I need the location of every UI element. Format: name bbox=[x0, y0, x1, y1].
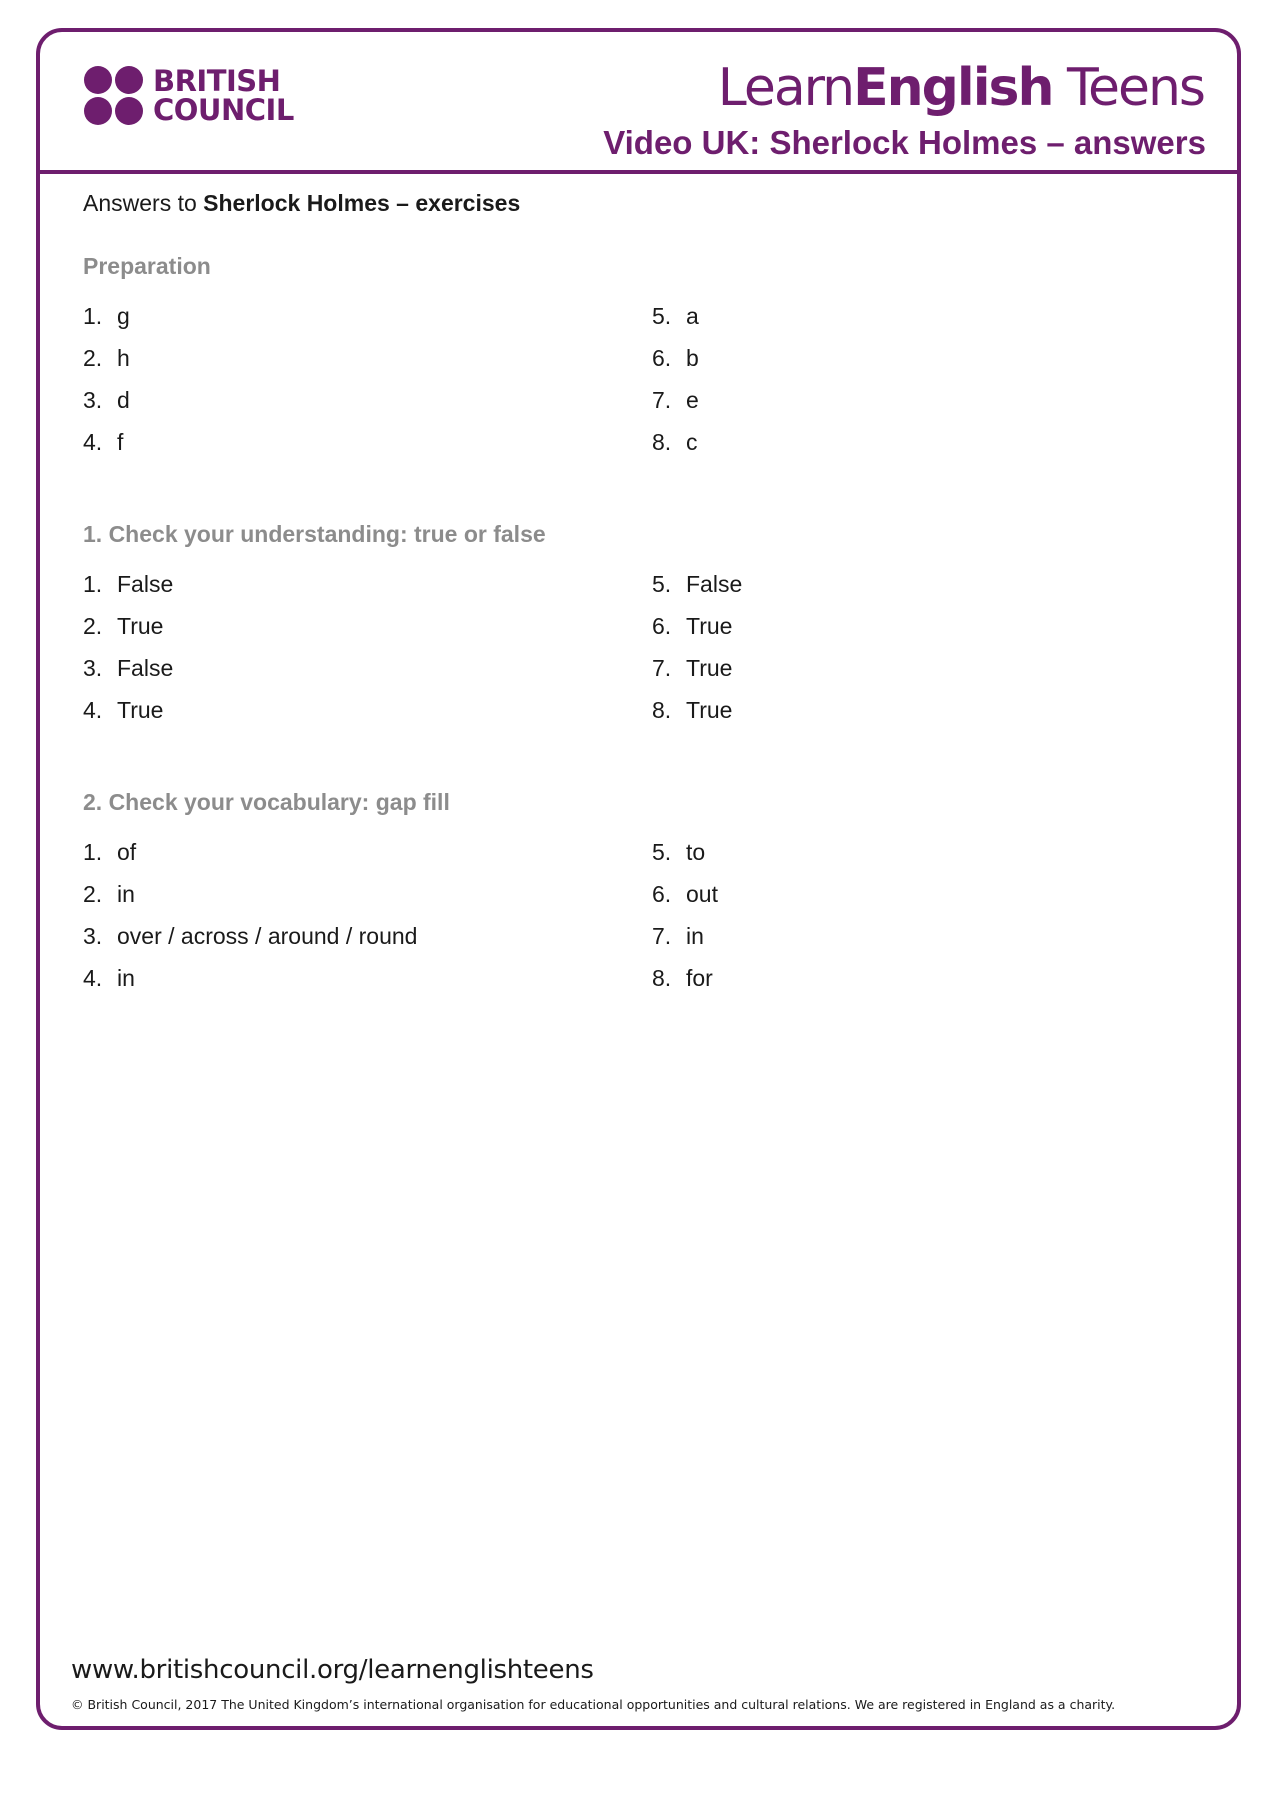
learnenglish-teens-logo bbox=[718, 58, 1204, 118]
answer-text: over / across / around / round bbox=[117, 923, 418, 949]
answer-text: True bbox=[686, 613, 733, 639]
answer-text: of bbox=[117, 839, 137, 865]
answer-text: True bbox=[117, 697, 164, 723]
answer-text: f bbox=[117, 429, 124, 455]
answer-text: to bbox=[686, 839, 706, 865]
answer-number: 1. bbox=[83, 303, 103, 329]
answer-item bbox=[652, 613, 732, 640]
answer-number: 6. bbox=[652, 613, 672, 639]
answer-item bbox=[652, 839, 705, 866]
answer-text: in bbox=[117, 965, 135, 991]
footer-copyright: © British Council, 2017 The United Kingdom’s international organisation for educational opportunities and cultural relations. We are registered in England as a charity. bbox=[71, 1697, 1116, 1712]
answer-text: for bbox=[686, 965, 713, 991]
answer-text: out bbox=[686, 881, 718, 907]
answer-number: 2. bbox=[83, 881, 103, 907]
brand-teens: Teens bbox=[1052, 58, 1204, 118]
answer-item bbox=[652, 571, 742, 598]
answer-number: 8. bbox=[652, 429, 672, 455]
answer-text: True bbox=[686, 697, 733, 723]
answer-item bbox=[83, 923, 417, 950]
answer-text: True bbox=[117, 613, 164, 639]
answer-number: 2. bbox=[83, 345, 103, 371]
answer-number: 5. bbox=[652, 839, 672, 865]
answer-item bbox=[83, 345, 130, 372]
answer-number: 5. bbox=[652, 303, 672, 329]
answer-item bbox=[652, 387, 699, 414]
answer-number: 8. bbox=[652, 965, 672, 991]
answer-item bbox=[652, 923, 704, 950]
answer-text: d bbox=[117, 387, 130, 413]
answer-item bbox=[652, 429, 698, 456]
answer-item bbox=[652, 965, 713, 992]
section-heading: 2. Check your vocabulary: gap fill bbox=[83, 789, 450, 815]
answer-text: False bbox=[686, 571, 743, 597]
answer-text: g bbox=[117, 303, 130, 329]
section-heading: 1. Check your understanding: true or false bbox=[83, 521, 546, 547]
answer-item bbox=[83, 613, 163, 640]
answer-item bbox=[83, 839, 136, 866]
answer-number: 7. bbox=[652, 387, 672, 413]
answer-item bbox=[652, 303, 699, 330]
answer-number: 7. bbox=[652, 655, 672, 681]
answer-number: 3. bbox=[83, 923, 103, 949]
answer-item bbox=[652, 697, 732, 724]
answer-number: 4. bbox=[83, 965, 103, 991]
answer-text: False bbox=[117, 655, 174, 681]
answer-item bbox=[83, 303, 130, 330]
answer-item bbox=[83, 965, 135, 992]
answer-text: in bbox=[117, 881, 135, 907]
answer-item bbox=[83, 655, 173, 682]
document-title: Video UK: Sherlock Holmes – answers bbox=[603, 124, 1206, 161]
intro-line bbox=[83, 190, 520, 217]
answer-number: 8. bbox=[652, 697, 672, 723]
answer-item bbox=[83, 697, 163, 724]
logo-line-1: BRITISH bbox=[153, 63, 281, 98]
answer-number: 3. bbox=[83, 655, 103, 681]
answer-text: c bbox=[686, 429, 698, 455]
answer-text: a bbox=[686, 303, 699, 329]
answer-number: 2. bbox=[83, 613, 103, 639]
answer-item bbox=[652, 655, 732, 682]
answer-number: 4. bbox=[83, 697, 103, 723]
answer-text: True bbox=[686, 655, 733, 681]
logo-wordmark bbox=[153, 63, 294, 127]
section-heading: Preparation bbox=[83, 253, 211, 279]
answer-item bbox=[83, 387, 130, 414]
answer-item bbox=[83, 881, 135, 908]
brand-english: English bbox=[853, 58, 1053, 118]
answer-number: 3. bbox=[83, 387, 103, 413]
answer-number: 1. bbox=[83, 839, 103, 865]
logo-line-2: COUNCIL bbox=[153, 92, 294, 127]
answer-number: 4. bbox=[83, 429, 103, 455]
answer-number: 6. bbox=[652, 345, 672, 371]
answer-number: 7. bbox=[652, 923, 672, 949]
answer-item bbox=[652, 881, 718, 908]
intro-bold: Sherlock Holmes – exercises bbox=[203, 190, 521, 216]
answer-number: 1. bbox=[83, 571, 103, 597]
answer-number: 6. bbox=[652, 881, 672, 907]
answer-text: False bbox=[117, 571, 174, 597]
intro-prefix: Answers to bbox=[83, 190, 204, 216]
answer-text: in bbox=[686, 923, 704, 949]
footer-url: www.britishcouncil.org/learnenglishteens bbox=[71, 1655, 594, 1685]
brand-learn: Learn bbox=[717, 58, 854, 118]
answer-item bbox=[83, 571, 173, 598]
logo-dots-icon bbox=[84, 66, 143, 125]
page-border bbox=[36, 28, 1241, 1730]
answer-item bbox=[652, 345, 699, 372]
answer-text: h bbox=[117, 345, 130, 371]
answer-text: b bbox=[686, 345, 699, 371]
header-divider bbox=[36, 170, 1241, 174]
answer-item bbox=[83, 429, 123, 456]
answer-text: e bbox=[686, 387, 699, 413]
british-council-logo bbox=[84, 63, 294, 127]
answer-number: 5. bbox=[652, 571, 672, 597]
